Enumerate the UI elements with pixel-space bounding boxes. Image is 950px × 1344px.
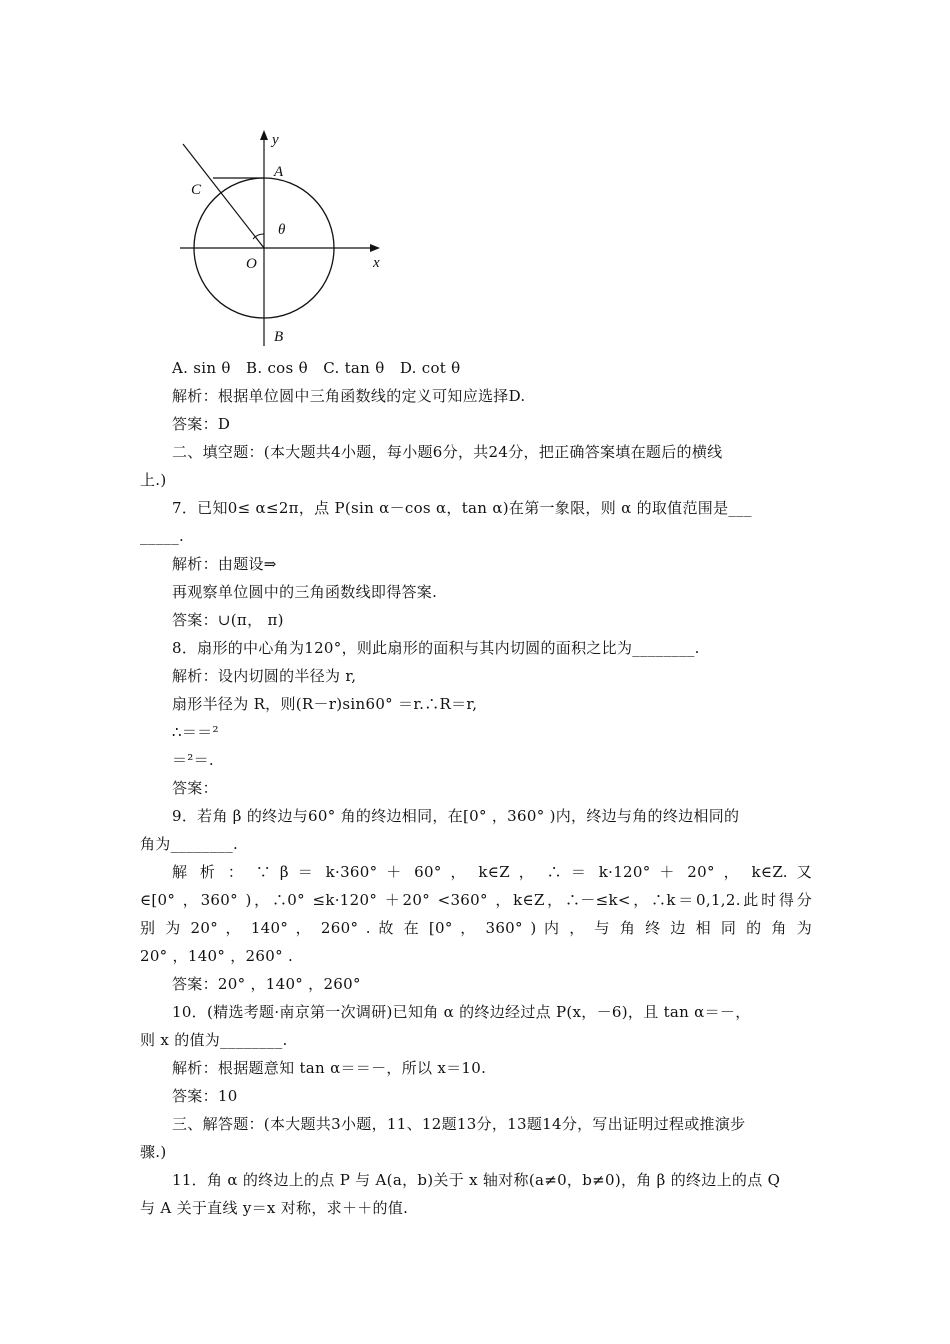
section-solve-heading-cont: 骤.) xyxy=(140,1143,167,1161)
label-b: B xyxy=(274,329,284,345)
answer-10: 答案：10 xyxy=(172,1087,238,1105)
answer-8: 答案： xyxy=(172,779,218,797)
analysis-8-line-3: ∴＝＝² xyxy=(172,723,219,741)
analysis-8-line-4: ＝²＝. xyxy=(172,751,214,769)
answer-7: 答案：∪(π， π) xyxy=(172,611,284,629)
question-7-cont: _____. xyxy=(140,527,185,545)
analysis-7: 解析：由题设⇒ xyxy=(172,555,277,573)
analysis-6: 解析：根据单位圆中三角函数线的定义可知应选择D. xyxy=(172,387,526,405)
label-y: y xyxy=(272,132,279,148)
analysis-9-line-4: 20° ，140° ，260° . xyxy=(140,947,294,965)
question-11-cont: 与 A 关于直线 y＝x 对称，求＋＋的值. xyxy=(140,1199,409,1217)
label-a: A xyxy=(274,164,284,180)
question-10: 10．(精选考题·南京第一次调研)已知角 α 的终边经过点 P(x，－6)，且 tan α＝－， xyxy=(172,1003,751,1021)
x-axis-arrow xyxy=(370,244,380,252)
section-solve-heading: 三、解答题：(本大题共3小题，11、12题13分，13题14分，写出证明过程或推演步 xyxy=(172,1115,746,1133)
question-9: 9．若角 β 的终边与60° 角的终边相同，在[0° ，360° )内，终边与角的终边相同的 xyxy=(172,807,740,825)
document-body xyxy=(140,354,812,1222)
choice-options: A. sin θ B. cos θ C. tan θ D. cot θ xyxy=(172,359,461,377)
label-o: O xyxy=(246,256,257,272)
section-fill-in-heading-cont: 上.) xyxy=(140,471,167,489)
answer-6: 答案：D xyxy=(172,415,231,433)
question-9-cont: 角为________. xyxy=(140,835,239,853)
answer-9: 答案：20° ，140° ，260° xyxy=(172,975,361,993)
analysis-8: 解析：设内切圆的半径为 r, xyxy=(172,667,357,685)
label-x: x xyxy=(373,255,380,271)
section-fill-in-heading: 二、填空题：(本大题共4小题，每小题6分，共24分，把正确答案填在题后的横线 xyxy=(172,443,723,461)
y-axis-arrow xyxy=(260,130,268,140)
analysis-9: 解 析 ： ∵ β ＝ k·360° ＋ 60° ， k∈Z ， ∴ ＝ k·120° ＋ 20° ， k∈Z. 又 xyxy=(172,863,812,881)
analysis-10: 解析：根据题意知 tan α＝＝－，所以 x＝10. xyxy=(172,1059,487,1077)
label-c: C xyxy=(191,182,202,198)
question-8: 8．扇形的中心角为120°，则此扇形的面积与其内切圆的面积之比为________. xyxy=(172,639,700,657)
question-11: 11．角 α 的终边上的点 P 与 A(a，b)关于 x 轴对称(a≠0，b≠0)，角 β 的终边上的点 Q xyxy=(172,1171,781,1189)
unit-circle-figure xyxy=(168,124,398,356)
analysis-7-cont: 再观察单位圆中的三角函数线即得答案. xyxy=(172,583,438,601)
question-10-cont: 则 x 的值为________. xyxy=(140,1031,288,1049)
analysis-9-line-3: 别 为 20° ， 140° ， 260° . 故 在 [0° ， 360° ) 内 ， 与 角 终 边 相 同 的 角 为 xyxy=(140,919,812,937)
question-7: 7．已知0≤ α≤2π，点 P(sin α－cos α，tan α)在第一象限，则 α 的取值范围是___ xyxy=(172,499,752,517)
analysis-9-line-2: ∈[0° ，360° )，∴0° ≤k·120° ＋20° <360° ，k∈Z，∴－≤k<，∴k＝0,1,2.此时得分 xyxy=(140,891,812,909)
analysis-8-line-2: 扇形半径为 R，则(R－r)sin60° ＝r.∴R＝r, xyxy=(172,695,478,713)
label-theta: θ xyxy=(278,222,286,238)
